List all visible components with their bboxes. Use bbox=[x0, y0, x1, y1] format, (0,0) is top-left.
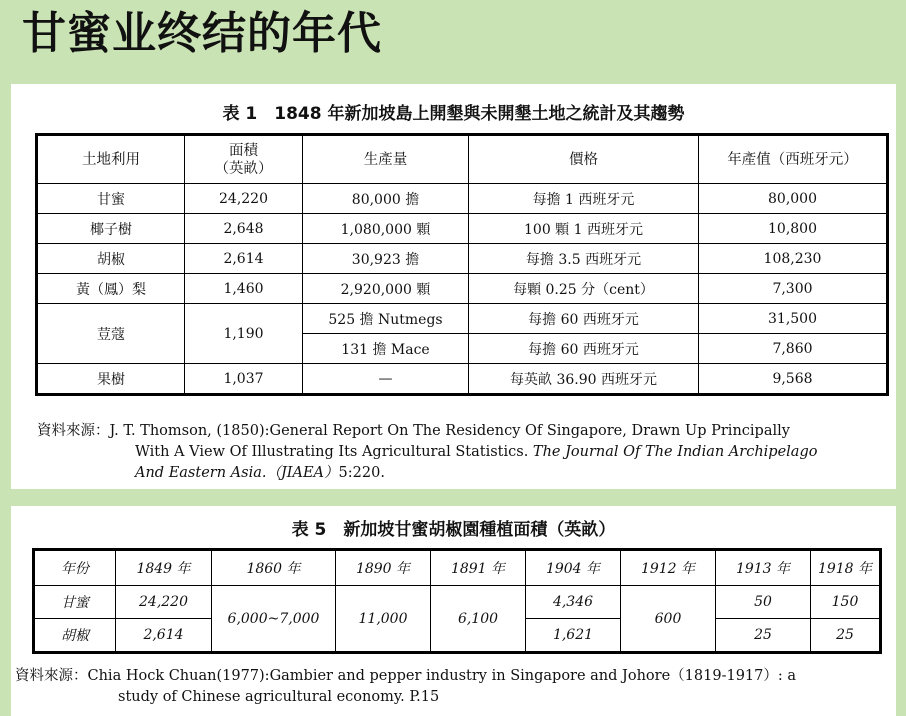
plantation-area-table bbox=[32, 548, 882, 654]
source-label: 資料來源： bbox=[37, 423, 110, 439]
table-row bbox=[37, 184, 888, 214]
land-use-cell: 甘蜜 bbox=[37, 184, 185, 214]
price-cell: 每擔 60 西班牙元 bbox=[469, 334, 699, 364]
value-cell: 25 bbox=[811, 619, 881, 653]
table-row bbox=[34, 586, 881, 619]
value-cell: 4,346 bbox=[526, 586, 621, 619]
table2-panel bbox=[11, 506, 896, 716]
header-cell: 價格 bbox=[469, 135, 699, 184]
table-row bbox=[37, 364, 888, 395]
header-cell: 1912 年 bbox=[621, 550, 716, 586]
value-cell: 7,860 bbox=[699, 334, 888, 364]
source-text: With A View Of Illustrating Its Agricultural Statistics. bbox=[135, 444, 533, 460]
merged-value-cell: 6,100 bbox=[431, 586, 526, 653]
table-row bbox=[37, 274, 888, 304]
output-cell: 525 擔 Nutmegs bbox=[303, 304, 469, 334]
value-cell: 9,568 bbox=[699, 364, 888, 395]
journal-title: The Journal Of The Indian Archipelago bbox=[532, 444, 818, 460]
journal-title: And Eastern Asia.（JIAEA） bbox=[135, 465, 339, 481]
output-cell: — bbox=[303, 364, 469, 395]
area-cell: 1,190 bbox=[185, 304, 303, 364]
price-cell: 每擔 3.5 西班牙元 bbox=[469, 244, 699, 274]
slide-title: 甘蜜业终结的年代 bbox=[22, 8, 382, 59]
table-header-row bbox=[37, 135, 888, 184]
table-row bbox=[37, 214, 888, 244]
area-cell: 2,614 bbox=[185, 244, 303, 274]
value-cell: 10,800 bbox=[699, 214, 888, 244]
merged-value-cell: 600 bbox=[621, 586, 716, 653]
merged-value-cell: 11,000 bbox=[336, 586, 431, 653]
source-label: 資料來源： bbox=[15, 668, 88, 684]
value-cell: 24,220 bbox=[116, 586, 212, 619]
table1-caption: 表 1 1848 年新加坡島上開墾與未開墾土地之統計及其趨勢 bbox=[222, 104, 685, 124]
value-cell: 25 bbox=[716, 619, 811, 653]
table-row bbox=[37, 244, 888, 274]
value-cell: 2,614 bbox=[116, 619, 212, 653]
table1-panel bbox=[11, 84, 896, 489]
header-cell: 年份 bbox=[34, 550, 116, 586]
crop-label-cell: 甘蜜 bbox=[34, 586, 116, 619]
crop-label-cell: 胡椒 bbox=[34, 619, 116, 653]
header-cell: 年產值（西班牙元） bbox=[699, 135, 888, 184]
header-cell: 1918 年 bbox=[811, 550, 881, 586]
area-cell: 1,037 bbox=[185, 364, 303, 395]
table-row bbox=[37, 304, 888, 334]
header-cell: 1904 年 bbox=[526, 550, 621, 586]
header-cell: 1860 年 bbox=[212, 550, 336, 586]
price-cell: 每顆 0.25 分（cent） bbox=[469, 274, 699, 304]
output-cell: 1,080,000 顆 bbox=[303, 214, 469, 244]
source-line: study of Chinese agricultural economy. P.15 bbox=[118, 689, 440, 705]
price-cell: 每擔 1 西班牙元 bbox=[469, 184, 699, 214]
merged-value-cell: 6,000~7,000 bbox=[212, 586, 336, 653]
land-use-cell: 荳蔻 bbox=[37, 304, 185, 364]
source-text: 5:220. bbox=[338, 465, 385, 481]
land-use-cell: 胡椒 bbox=[37, 244, 185, 274]
area-cell: 1,460 bbox=[185, 274, 303, 304]
value-cell: 7,300 bbox=[699, 274, 888, 304]
header-cell bbox=[185, 135, 303, 184]
header-area-label: 面積 （英畝） bbox=[214, 142, 273, 177]
land-use-cell: 椰子樹 bbox=[37, 214, 185, 244]
header-cell: 1913 年 bbox=[716, 550, 811, 586]
value-cell: 1,621 bbox=[526, 619, 621, 653]
header-cell: 1890 年 bbox=[336, 550, 431, 586]
source-line: Chia Hock Chuan(1977):Gambier and pepper industry in Singapore and Johore（1819-1917）: a bbox=[87, 668, 797, 684]
table-header-row bbox=[34, 550, 881, 586]
land-use-cell: 果樹 bbox=[37, 364, 185, 395]
value-cell: 31,500 bbox=[699, 304, 888, 334]
area-cell: 24,220 bbox=[185, 184, 303, 214]
price-cell: 每英畝 36.90 西班牙元 bbox=[469, 364, 699, 395]
table1-source-note bbox=[37, 421, 892, 484]
value-cell: 50 bbox=[716, 586, 811, 619]
output-cell: 80,000 擔 bbox=[303, 184, 469, 214]
area-cell: 2,648 bbox=[185, 214, 303, 244]
land-use-table bbox=[35, 133, 889, 396]
source-line bbox=[37, 463, 892, 484]
price-cell: 每擔 60 西班牙元 bbox=[469, 304, 699, 334]
value-cell: 108,230 bbox=[699, 244, 888, 274]
value-cell: 150 bbox=[811, 586, 881, 619]
output-cell: 30,923 擔 bbox=[303, 244, 469, 274]
header-cell: 土地利用 bbox=[37, 135, 185, 184]
header-cell: 生產量 bbox=[303, 135, 469, 184]
land-use-cell: 黃（鳳）梨 bbox=[37, 274, 185, 304]
header-cell: 1849 年 bbox=[116, 550, 212, 586]
value-cell: 80,000 bbox=[699, 184, 888, 214]
price-cell: 100 顆 1 西班牙元 bbox=[469, 214, 699, 244]
source-line: J. T. Thomson, (1850):General Report On The Residency Of Singapore, Drawn Up Principally bbox=[109, 423, 790, 439]
table2-caption: 表 5 新加坡甘蜜胡椒園種植面積（英畝） bbox=[291, 520, 616, 540]
table2-source-note bbox=[15, 666, 890, 708]
source-line bbox=[37, 442, 892, 463]
header-cell: 1891 年 bbox=[431, 550, 526, 586]
output-cell: 131 擔 Mace bbox=[303, 334, 469, 364]
output-cell: 2,920,000 顆 bbox=[303, 274, 469, 304]
